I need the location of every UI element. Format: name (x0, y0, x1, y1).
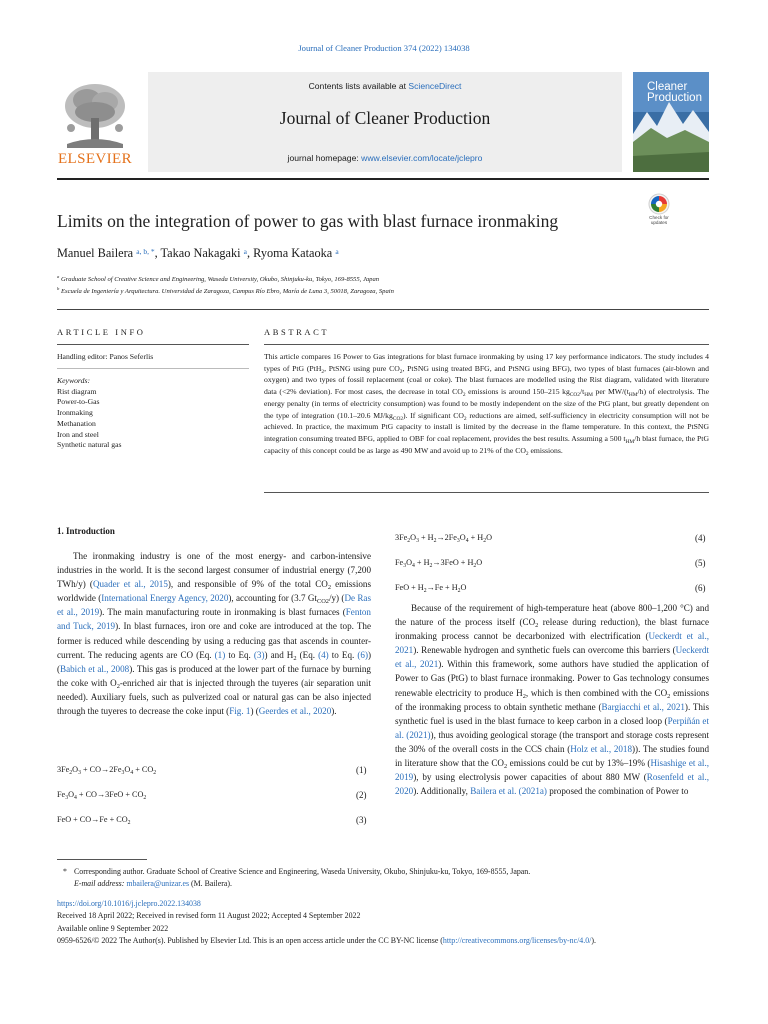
license-link[interactable]: http://creativecommons.org/licenses/by-nc/4.0/ (442, 936, 592, 946)
author-affiliation-marks[interactable]: a (243, 247, 247, 256)
homepage-link[interactable]: www.elsevier.com/locate/jclepro (361, 153, 483, 163)
article-info-divider (57, 368, 249, 369)
equation-number: (5) (695, 558, 706, 568)
citation-link[interactable]: Bargiacchi et al., 2021 (601, 701, 685, 712)
corresponding-author-text: Corresponding author. Graduate School of Creative Science and Engineering, Waseda University, Okubo, Shinjuku-ku, Tokyo, 169-8555, Japan. (74, 867, 531, 876)
equation-number: (3) (356, 815, 367, 825)
cover-title (647, 82, 702, 104)
author-name[interactable]: Takao Nakagaki (160, 246, 241, 260)
citation-link[interactable]: Geerdes et al., 2020 (258, 706, 332, 717)
email-link[interactable]: mbailera@unizar.es (126, 878, 190, 888)
equation-4: $3Fe_2O_3 + H_2\to 2Fe_3O_4 + H_2O$ (395, 533, 493, 544)
article-info-divider (57, 344, 249, 345)
citation-link[interactable]: Hisashige et al., 2019 (395, 758, 709, 783)
abstract-text: This article compares 16 Power to Gas integrations for blast furnace ironmaking by using 17 key performance indicators. The study includes 4 types of PtG (PtH$_2$, PtSNG using pure $CO_2$, PtSNG using treated BFG, and PtSNG using BFG), two types of blast furnaces (air-blown and oxygen) and two types of fossil replacement (coal or coke). The blast furnaces are modelled using the Rist diagram, validated with literature data (<2% deviation). For most cases, the decrease in total $CO_2$ emissions is around 150–215 $kg_{CO2}/t_{HM}$ per $MW/(t_{HM}/h)$ of electrolysis. The energy penalty (in terms of electricity consumption) was found to be mostly independent on the size of the PtG plant, but greatly dependent on the type of integration (10.1–20.6 $MJ/kg_{CO2}$). If significant $CO_2$ reductions are aimed, self-sufficiency in electricity consumption will not be achieved. In practice, the maximum PtG capacity to install is limited by the decrease in the flame temperature. In this context, the PtSNG integration consuming treated BFG, applied to OBF for coal replacement, provides the best results. Assuming a 500 $t_{HM}/h$ blast furnace, the PtG capacity of this concept could be as large as 490 MW and avoid up to 21% of the $CO_2$ emissions. (264, 352, 710, 457)
equation-1: $3Fe_2O_3 + CO\to 2Fe_3O_4 + CO_2$ (57, 765, 157, 776)
abstract-heading: ABSTRACT (264, 327, 330, 337)
keyword-item: Power-to-Gas (57, 397, 100, 407)
abstract-divider (264, 344, 709, 345)
email-line (57, 878, 709, 890)
affiliation-text: Escuela de Ingeniería y Arquitectura. Universidad de Zaragoza, Campus Río Ebro, María de Luna 3, 50018, Zaragoza, Spain (60, 288, 394, 295)
citation-link[interactable]: Bailera et al. (2021a) (470, 786, 547, 797)
publication-info (57, 898, 717, 948)
doi-link[interactable]: https://doi.org/10.1016/j.jclepro.2022.134038 (57, 899, 201, 908)
citation-link[interactable]: Fenton and Tuck, 2019 (57, 607, 371, 632)
citation-link[interactable]: Rosenfeld et al., 2020 (395, 772, 709, 797)
email-label: E-mail address: (74, 878, 125, 888)
citation-link[interactable]: Ueckerdt et al., 2021 (395, 645, 709, 670)
license-statement: 0959-6526/© 2022 The Author(s). Published by Elsevier Ltd. This is an open access article under the CC BY-NC license (http://creativecommons.org/licenses/by-nc/4.0/). (57, 936, 596, 946)
cover-title-line2: Production (647, 92, 702, 104)
check-updates-line2: updates (650, 220, 668, 225)
equation-link[interactable]: (6) (357, 649, 368, 660)
check-updates-label (642, 215, 676, 225)
cover-title-line1: Cleaner (647, 81, 688, 93)
author-list: Manuel Bailera $^{a, b, *}$, Takao Nakagaki $^a$, Ryoma Kataoka $^a$ (57, 246, 339, 260)
homepage-prefix: journal homepage: (287, 153, 362, 163)
equation-2: $Fe_3O_4 + CO\to 3FeO + CO_2$ (57, 790, 147, 801)
contents-line (148, 81, 622, 91)
keyword-item: Rist diagram (57, 386, 97, 396)
citation-link[interactable]: International Energy Agency, 2020 (101, 593, 229, 604)
article-info-heading: ARTICLE INFO (57, 327, 146, 337)
citation-link[interactable]: Perpiñán et al. (2021) (395, 715, 709, 740)
publisher-name: ELSEVIER (57, 151, 133, 167)
affiliation-mark: a (57, 274, 60, 279)
email-suffix: (M. Bailera). (189, 878, 232, 888)
keyword-item: Ironmaking (57, 408, 93, 418)
elsevier-logo[interactable] (57, 78, 133, 168)
author-affiliation-marks[interactable]: a, b, * (136, 247, 155, 256)
check-updates-line1: Check for (649, 215, 669, 220)
masthead-divider (57, 178, 709, 180)
affiliation-text: Graduate School of Creative Science and Engineering, Waseda University, Okubo, Shinjuku-ku, Tokyo, 169-8555, Japan (60, 276, 380, 283)
author-name[interactable]: Manuel Bailera (57, 246, 134, 260)
equation-3: FeO + $CO\to Fe + CO_2$ (57, 815, 131, 826)
handling-editor: Handling editor: Panos Seferlis (57, 352, 154, 361)
author-affiliation-marks[interactable]: a (335, 247, 339, 256)
corresponding-author-footnote (57, 866, 709, 890)
section-heading-introduction: 1. Introduction (57, 526, 115, 536)
equation-number: (6) (695, 583, 706, 593)
citation-link[interactable]: Ueckerdt et al., 2021 (395, 631, 709, 656)
equation-6: FeO + $H_2\to Fe + H_2O$ (395, 583, 467, 594)
equation-link[interactable]: (4) (318, 649, 329, 660)
title-divider (57, 309, 709, 310)
equation-number: (2) (356, 790, 367, 800)
contents-prefix: Contents lists available at (308, 81, 409, 91)
keyword-item: Methanation (57, 418, 96, 428)
introduction-paragraph-1: The ironmaking industry is one of the most energy- and carbon-intensive industries in the world. It is the second largest consumer of industrial energy (7,200 TWh/y) (Quader et al., 2015), and responsible of 9% of the total $CO_2$ emissions worldwide (International Energy Agency, 2020), accounting for (3.7 $Gt_{CO2}/y$) (De Ras et al., 2019). The main manufacturing route in ironmaking is blast furnaces (Fenton and Tuck, 2019). In blast furnaces, iron ore and coke are introduced at the top. The former is reduced while descending by using a reducing gas that ascends in counter-current. The reducing agents are CO (Eq. (1) to Eq. (3)) and $H_2$ (Eq. (4) to Eq. (6)) (Babich et al., 2008). This gas is produced at the lower part of the furnace by burning the coke with $O_2$-enriched air that is injected through the tuyeres (air separation unit needed). Auxiliary fuels, such as pulverized coal or natural gas can be also injected through the tuyeres to decrease the coke input (Fig. 1) (Geerdes et al., 2020). (57, 551, 372, 717)
keywords-label: Keywords: (57, 376, 91, 385)
affiliation-mark: b (57, 286, 60, 291)
equation-link[interactable]: (3) (253, 649, 265, 660)
check-for-updates-badge[interactable] (642, 193, 676, 231)
abstract-bottom-divider (264, 492, 709, 493)
available-online-date: Available online 9 September 2022 (57, 923, 169, 933)
author-name[interactable]: Ryoma Kataoka (253, 246, 333, 260)
equation-number: (1) (356, 765, 367, 775)
tree-emblem-icon (57, 78, 133, 150)
footnote-star: * (63, 867, 67, 876)
sciencedirect-link[interactable]: ScienceDirect (408, 81, 462, 91)
keyword-item: Iron and steel (57, 429, 99, 439)
check-updates-icon (642, 193, 676, 215)
citation-link[interactable]: Babich et al., 2008 (60, 663, 130, 674)
keyword-item: Synthetic natural gas (57, 440, 122, 450)
footnote-divider (57, 859, 147, 860)
paper-title: Limits on the integration of power to gas with blast furnace ironmaking (57, 211, 559, 231)
journal-citation[interactable]: Journal of Cleaner Production 374 (2022) 134038 (298, 43, 470, 53)
homepage-line (148, 153, 622, 163)
figure-link[interactable]: Fig. 1 (229, 706, 251, 717)
citation-link[interactable]: Quader et al., 2015 (92, 579, 168, 590)
received-dates: Received 18 April 2022; Received in revised form 11 August 2022; Accepted 4 September 2022 (57, 911, 361, 921)
citation-link[interactable]: Holz et al., 2018 (570, 743, 633, 754)
journal-name: Journal of Cleaner Production (279, 108, 491, 128)
affiliation (57, 276, 379, 283)
keywords-list (57, 376, 249, 451)
equation-number: (4) (695, 533, 706, 543)
journal-cover-image[interactable] (633, 72, 709, 172)
citation-link[interactable]: De Ras et al., 2019 (57, 593, 371, 618)
equation-link[interactable]: (1) (214, 649, 226, 660)
equation-5: $Fe_3O_4 + H_2\to 3FeO + H_2O$ (395, 558, 483, 569)
affiliation (57, 288, 394, 295)
introduction-paragraph-2: Because of the requirement of high-temperature heat (above 800–1,200 °C) and the nature of the process itself ($CO_2$ release during reduction), the blast furnace ironmaking process cannot be decarbonized with electrification (Ueckerdt et al., 2021). Renewable hydrogen and synthetic fuels can overcome this barriers (Ueckerdt et al., 2021). Within this framework, some authors have studied the application of Power to Gas (PtG) to blast furnace ironmaking. Power to Gas technology consumes renewable electricity to produce $H_2$, which is then combined with the $CO_2$ emissions of the ironmaking process to obtain synthetic methane (Bargiacchi et al., 2021). This synthetic fuel is used in the blast furnace to keep carbon in a closed loop (Perpiñán et al. (2021)), thus avoiding geological storage (the transport and storage costs represent the 30% of the overall costs in the CCS chain (Holz et al., 2018)). The studies found in literature show that the $CO_2$ emissions could be cut by 13%–19% (Hisashige et al., 2019), by using electrolysis power capacities of about 880 MW (Rosenfeld et al., 2020). Additionally, Bailera et al. (2021a) proposed the combination of Power to (395, 603, 709, 797)
